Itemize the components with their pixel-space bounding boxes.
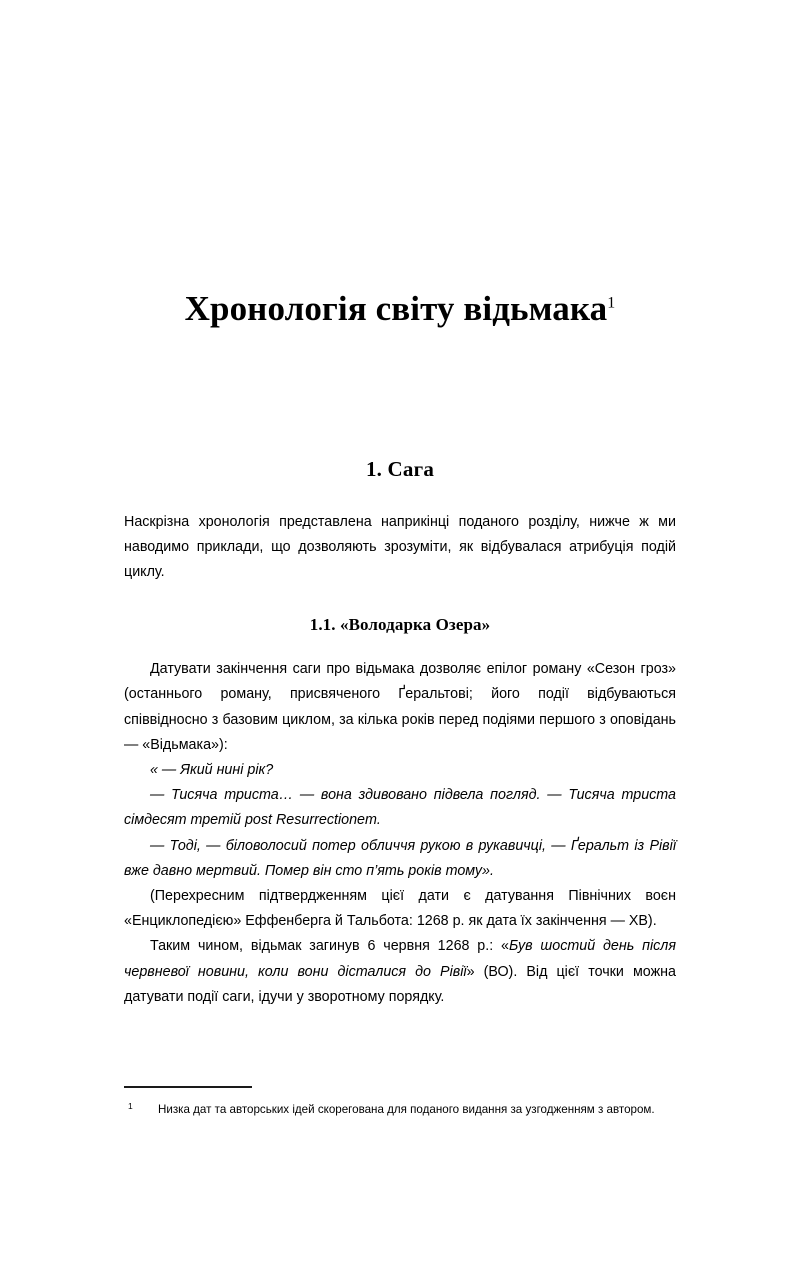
footnote-marker: 1 xyxy=(128,1101,133,1111)
paragraph-quote-line-3: — Тоді, — біловолосий потер обличчя рукою в рукавичці, — Ґеральт із Рівії вже давно мертвий. Помер він сто п’ять років тому». xyxy=(124,837,676,879)
footnote-text: Низка дат та авторських ідей скорегована для поданого видання за узгодженням з автором. xyxy=(158,1103,655,1116)
paragraph-quote-line-2: — Тисяча триста… — вона здивовано підвела погляд. — Тисяча триста сімдесят третій post Resurrectionem. xyxy=(124,787,676,829)
title-footnote-reference: 1 xyxy=(607,294,616,312)
section-heading-saga: 1. Сага xyxy=(365,456,435,481)
page-title-text: Хронологія світу відьмака xyxy=(184,289,608,328)
section-intro-paragraph: Наскрізна хронологія представлена наприкінці поданого розділу, нижче ж ми наводимо приклади, що дозволяють зрозуміти, як відбувалася атрибуція подій циклу. xyxy=(124,513,676,580)
footnote-separator-rule xyxy=(124,1086,252,1088)
paragraph-quote-line-1: « — Який нині рік? xyxy=(150,761,274,778)
paragraph-cross-confirmation: (Перехресним підтвердженням цієї дати є датування Північних воєн «Енциклопедією» Еффенберга й Тальбота: 1268 р. як дата їх закінчення — ХВ). xyxy=(124,887,676,930)
footnote-entry xyxy=(124,1100,676,1119)
page-title xyxy=(124,0,676,329)
paragraph-dating-intro: Датувати закінчення саги про відьмака дозволяє епілог роману «Сезон гроз» (останнього роману, присвяченого Ґеральтові; його події відбуваються співвідносно з базовим циклом, за кілька років перед подіями першого з оповідань — «Відьмака»): xyxy=(124,661,676,753)
conclusion-part-quote-italic: Був шостий день після червневої новини, коли вони дісталися до Рівії xyxy=(124,938,676,980)
page-content xyxy=(124,0,676,1010)
footnote-area xyxy=(124,1086,676,1119)
conclusion-part-plain-lead: Таким чином, відьмак загинув 6 червня 1268 р.: « xyxy=(150,938,509,955)
paragraph-conclusion xyxy=(124,934,676,1010)
conclusion-part-plain-tail: » (ВО). Від цієї точки можна датувати події саги, ідучи у зворотному порядку. xyxy=(124,963,677,1005)
subsection-heading-lady-of-the-lake: 1.1. «Володарка Озера» xyxy=(309,615,491,635)
